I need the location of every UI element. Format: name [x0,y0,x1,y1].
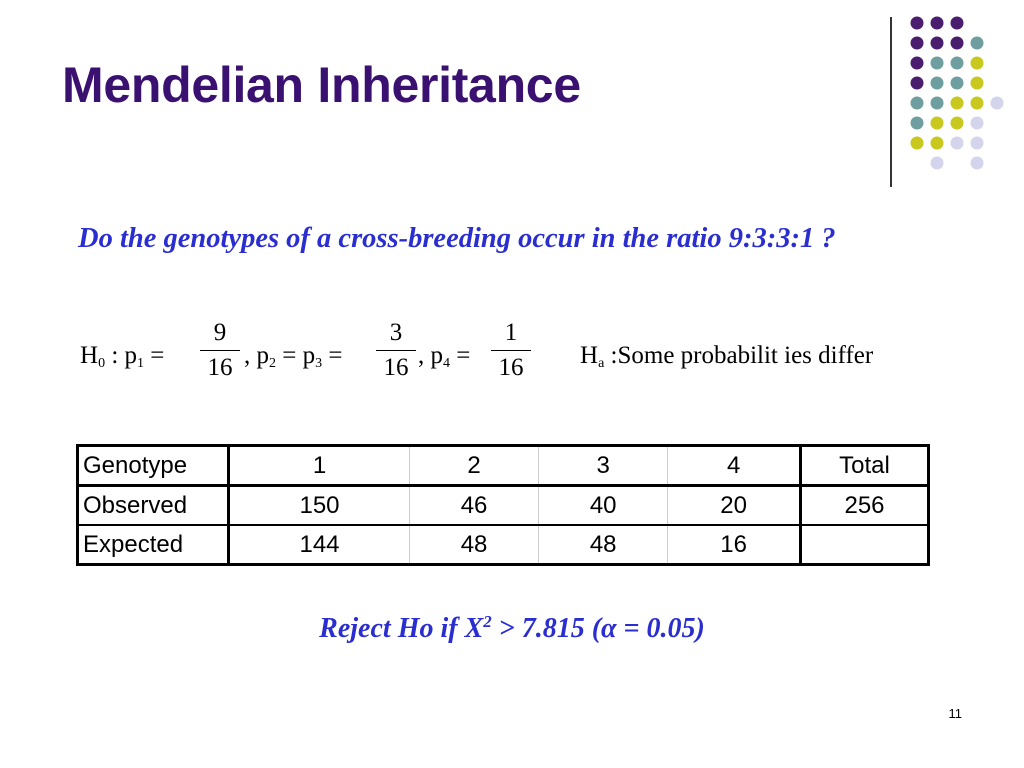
alternative-hypothesis: $H_a$ :Some probabilit ies differ [580,342,874,371]
dot [911,77,924,90]
alpha-symbol: α [601,613,617,644]
dot [911,117,924,130]
genotype-table [76,444,930,566]
dot [931,17,944,30]
table-cell: 16 [668,525,801,565]
table-cell: Observed [78,486,229,526]
dot [951,137,964,150]
dot [911,137,924,150]
table-cell: 144 [229,525,410,565]
research-question: Do the genotypes of a cross-breeding occur in the ratio 9:3:3:1 ? [78,223,836,254]
table-header-cell: Genotype [78,446,229,486]
table-cell: 40 [539,486,668,526]
dot [991,97,1004,110]
table-cell: 48 [539,525,668,565]
decorative-divider [890,17,892,187]
null-hypothesis-middle: , $p_2 = p_3$ = [244,342,343,371]
dot [911,37,924,50]
decorative-dot-grid [900,10,1010,170]
dot [931,77,944,90]
slide-title: Mendelian Inheritance [62,57,581,113]
table-cell: 150 [229,486,410,526]
dot [951,17,964,30]
table-row-expected [78,525,929,565]
dot [951,117,964,130]
dot [971,157,984,170]
table-cell [801,525,929,565]
table-cell: 20 [668,486,801,526]
dot [931,137,944,150]
table-header-cell: 2 [410,446,539,486]
rejection-rule: Reject Ho if $X^2 > 7.815$ (α = 0.05) [319,612,705,644]
table-header-cell: 4 [668,446,801,486]
table-cell: 48 [410,525,539,565]
dot [911,57,924,70]
table-header-row [78,446,929,486]
table-cell: 256 [801,486,929,526]
dot [911,17,924,30]
dot [951,37,964,50]
table-header-cell: Total [801,446,929,486]
dot [951,97,964,110]
dot [971,57,984,70]
dot [931,57,944,70]
table-cell: 46 [410,486,539,526]
table-header-cell: 3 [539,446,668,486]
fraction-nine-sixteenths: 9 16 [200,318,240,383]
dot [931,37,944,50]
dot [971,37,984,50]
fraction-one-sixteenth: 1 16 [491,318,531,383]
null-hypothesis-end: , $p_4$ = [418,342,471,371]
dot [971,117,984,130]
dot [951,77,964,90]
dot [951,57,964,70]
dot [971,137,984,150]
dot [971,97,984,110]
fraction-three-sixteenths: 3 16 [376,318,416,383]
dot [971,77,984,90]
dot [931,117,944,130]
table-row-observed [78,486,929,526]
table-header-cell: 1 [229,446,410,486]
page-number: 11 [948,706,962,721]
dot [931,97,944,110]
null-hypothesis-lhs: $H_0$ : $p_1$ = [80,342,165,371]
table-cell: Expected [78,525,229,565]
dot [931,157,944,170]
dot [911,97,924,110]
